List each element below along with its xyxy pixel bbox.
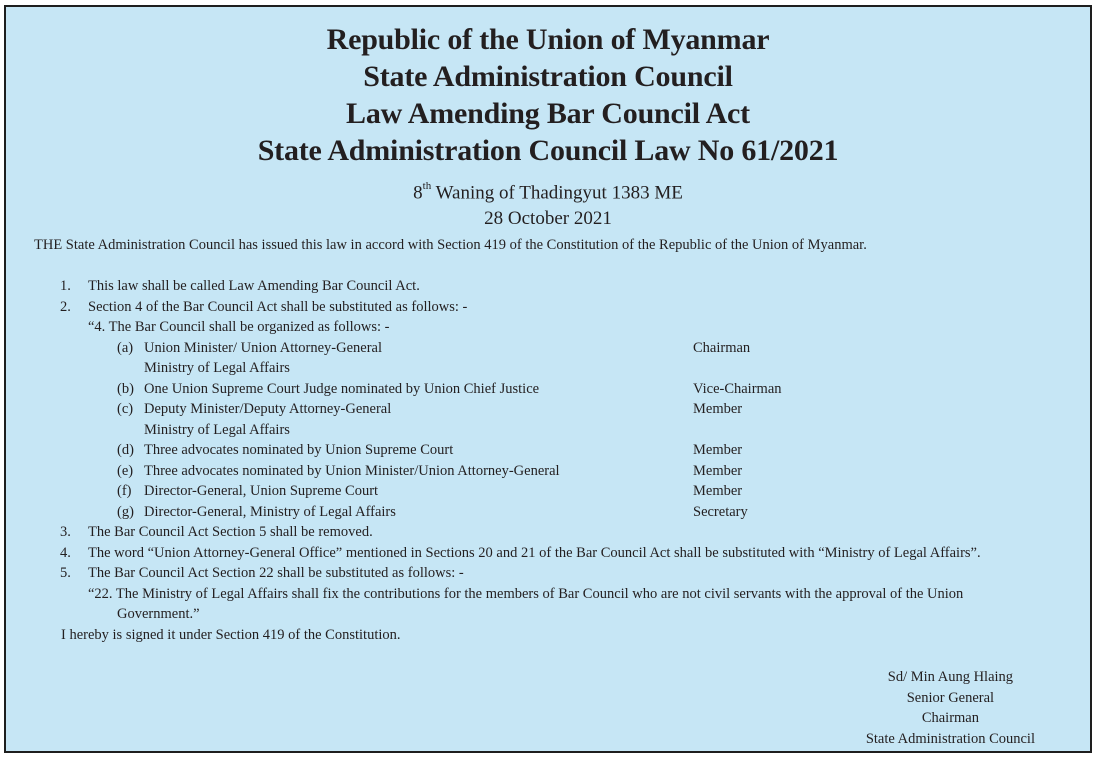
signature-org: State Administration Council bbox=[865, 730, 1035, 747]
member-name: Three advocates nominated by Union Supreme Court bbox=[144, 442, 454, 458]
title-line: State Administration Council Law No 61/2021 bbox=[257, 134, 839, 167]
member-name: Deputy Minister/Deputy Attorney-General bbox=[144, 401, 392, 417]
member-role: Member bbox=[693, 462, 743, 479]
law-document bbox=[4, 5, 1092, 753]
member-name: One Union Supreme Court Judge nominated by Union Chief Justice bbox=[144, 380, 540, 397]
member-label: (c) bbox=[117, 401, 134, 417]
item-number: 4. bbox=[60, 544, 71, 561]
title-line: State Administration Council bbox=[363, 60, 733, 93]
member-name: Three advocates nominated by Union Minister/Union Attorney-General bbox=[144, 462, 560, 479]
item-text: Section 4 of the Bar Council Act shall be substituted as follows: - bbox=[88, 298, 468, 315]
member-label: (f) bbox=[117, 483, 132, 499]
item-text: The Bar Council Act Section 22 shall be substituted as follows: - bbox=[88, 565, 464, 581]
gregorian-date: 28 October 2021 bbox=[484, 208, 612, 230]
item-text: The Bar Council Act Section 5 shall be removed. bbox=[88, 524, 373, 540]
member-role: Member bbox=[693, 401, 743, 417]
item-text: The word “Union Attorney-General Office” mentioned in Sections 20 and 21 of the Bar Council Act shall be substituted with “Ministry of Legal Affairs”. bbox=[88, 544, 981, 561]
item-number: 3. bbox=[60, 524, 71, 540]
member-role: Vice-Chairman bbox=[693, 380, 782, 397]
signature-name: Sd/ Min Aung Hlaing bbox=[887, 669, 1014, 685]
member-label: (d) bbox=[117, 442, 134, 458]
member-label: (g) bbox=[117, 503, 134, 520]
member-name: Director-General, Ministry of Legal Affairs bbox=[144, 503, 396, 520]
member-label: (b) bbox=[117, 380, 134, 397]
date-suffix: th bbox=[422, 180, 432, 192]
item-number: 1. bbox=[60, 278, 71, 294]
intro-paragraph: THE State Administration Council has issued this law in accord with Section 419 of the Constitution of the Republic of the Union of Myanmar. bbox=[34, 237, 867, 253]
member-role: Member bbox=[693, 442, 743, 458]
member-role: Secretary bbox=[693, 503, 748, 520]
signature-rank: Senior General bbox=[906, 689, 995, 706]
date-block bbox=[6, 175, 1090, 232]
item-number: 5. bbox=[60, 565, 71, 581]
item-number: 2. bbox=[60, 298, 71, 315]
signature-title: Chairman bbox=[921, 710, 979, 726]
member-name-cont: Ministry of Legal Affairs bbox=[144, 360, 290, 376]
member-role: Chairman bbox=[693, 339, 751, 356]
title-line: Republic of the Union of Myanmar bbox=[326, 23, 770, 56]
member-role: Member bbox=[693, 483, 743, 499]
title-line: Law Amending Bar Council Act bbox=[346, 97, 750, 130]
item-text: This law shall be called Law Amending Bar Council Act. bbox=[88, 278, 420, 294]
member-label: (a) bbox=[117, 339, 134, 356]
title-block bbox=[6, 21, 1090, 169]
date-ordinal: 8 bbox=[413, 182, 423, 204]
lunar-date bbox=[6, 175, 1090, 206]
date-rest: Waning of Thadingyut 1383 ME bbox=[431, 182, 683, 204]
member-name: Union Minister/ Union Attorney-General bbox=[144, 339, 382, 356]
member-label: (e) bbox=[117, 462, 134, 479]
signature-block bbox=[866, 667, 1035, 749]
quote-text: “4. The Bar Council shall be organized as follows: - bbox=[88, 319, 390, 335]
member-name: Director-General, Union Supreme Court bbox=[144, 483, 379, 499]
quote-text: Government.” bbox=[117, 606, 200, 622]
closing-statement: I hereby is signed it under Section 419 of the Constitution. bbox=[61, 626, 401, 643]
quote-text: “22. The Ministry of Legal Affairs shall fix the contributions for the members of Bar Council who are not civil servants with the approval of the Union bbox=[88, 585, 964, 602]
member-name-cont: Ministry of Legal Affairs bbox=[144, 421, 290, 438]
